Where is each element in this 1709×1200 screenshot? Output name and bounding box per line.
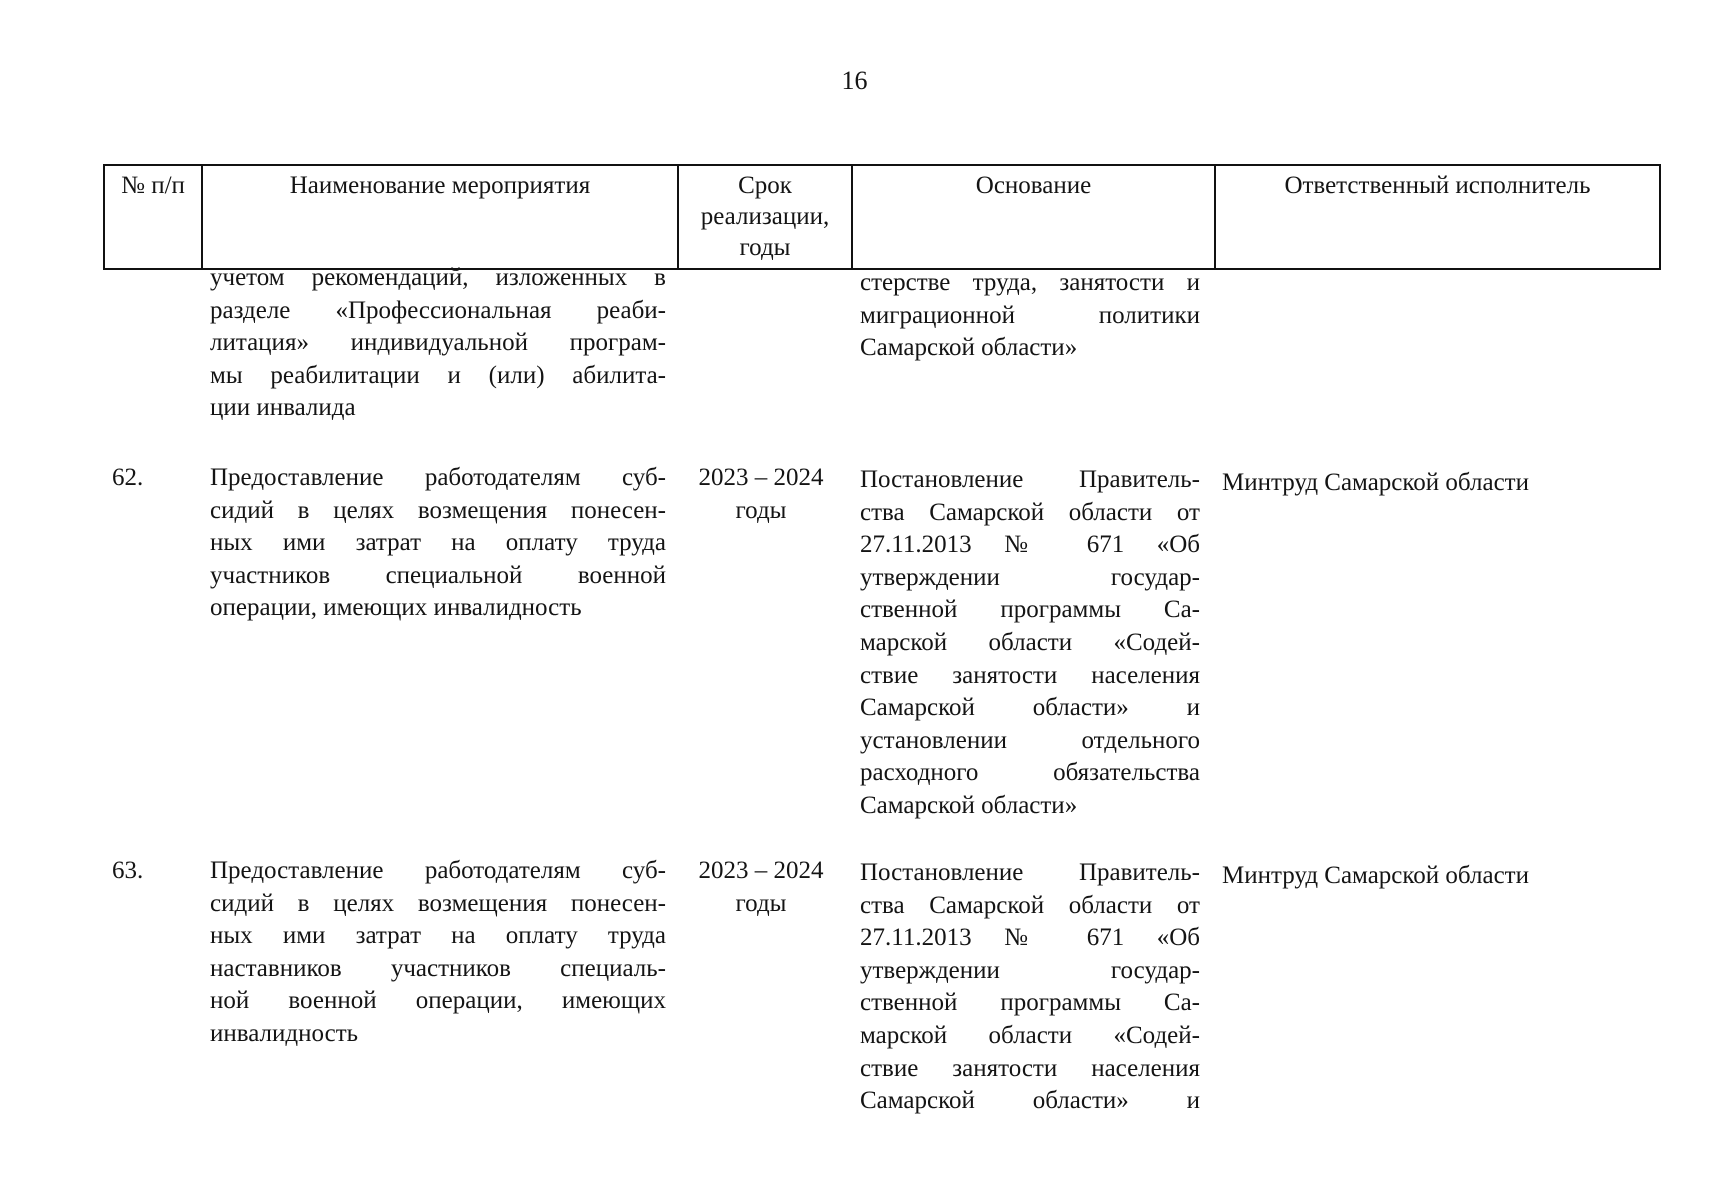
text-line: расходного обязательства (860, 759, 1200, 787)
text-line: 2023 – 2024 (698, 464, 824, 491)
page-number: 16 (841, 66, 868, 95)
text-line: марской области «Содей- (860, 1021, 1200, 1049)
text-line: утверждении государ- (860, 563, 1200, 591)
text-line: Самарской области» и (860, 694, 1200, 722)
text-line: инвалидность (210, 1019, 359, 1047)
table-header (103, 164, 1661, 270)
text-line: участников специальной военной (210, 561, 666, 589)
text-line: ных ими затрат на оплату труда (210, 922, 666, 950)
text-line: 27.11.2013 № 671 «Об (860, 924, 1200, 952)
row-63-executor: Минтруд Самарской области (1222, 862, 1529, 889)
header-name: Наименование мероприятия (203, 166, 679, 268)
text-line: 27.11.2013 № 671 «Об (860, 531, 1200, 559)
continuation-basis-cell (860, 267, 1200, 365)
text-line: Постановление Правитель- (860, 466, 1200, 493)
row-63-name-cell (210, 855, 666, 1051)
header-basis: Основание (853, 166, 1216, 268)
text-line: ных ими затрат на оплату труда (210, 529, 666, 557)
row-63-basis-cell (860, 857, 1200, 1118)
continuation-name-cell (210, 262, 666, 425)
row-63-num: 63. (112, 857, 144, 884)
header-num: № п/п (105, 166, 203, 268)
row-62-basis-cell (860, 464, 1200, 823)
text-line: операции, имеющих инвалидность (210, 594, 582, 622)
text-line: годы (735, 496, 787, 524)
row-63-term-cell (684, 855, 838, 920)
text-line: ной военной операции, имеющих (210, 987, 666, 1015)
text-line: ственной программы Са- (860, 989, 1200, 1017)
row-62-term-cell (684, 462, 838, 527)
text-line: мы реабилитации и (или) абилита- (210, 361, 666, 389)
text-line: стерстве труда, занятости и (860, 269, 1200, 296)
text-line: Самарской области» (860, 334, 1078, 362)
text-line: Самарской области» и (860, 1087, 1200, 1115)
text-line: Предоставление работодателям суб- (210, 857, 666, 884)
text-line: установлении отдельного (860, 726, 1200, 754)
row-62-executor: Минтруд Самарской области (1222, 469, 1529, 496)
text-line: 2023 – 2024 (698, 857, 824, 884)
text-line: утверждении государ- (860, 956, 1200, 984)
text-line: Самарской области» (860, 791, 1078, 819)
text-line: сидий в целях возмещения понесен- (210, 889, 666, 917)
text-line: марской области «Содей- (860, 628, 1200, 656)
text-line: разделе «Профессиональная реаби- (210, 296, 666, 324)
text-line: наставников участников специаль- (210, 954, 666, 982)
text-line: ственной программы Са- (860, 596, 1200, 624)
text-line: сидий в целях возмещения понесен- (210, 496, 666, 524)
text-line: литация» индивидуальной програм- (210, 329, 666, 357)
text-line: учетом рекомендаций, изложенных в (210, 264, 666, 291)
text-line: ствие занятости населения (860, 1054, 1200, 1082)
text-line: ства Самарской области от (860, 891, 1200, 919)
header-executor: Ответственный исполнитель (1284, 172, 1591, 199)
text-line: миграционной политики (860, 301, 1200, 329)
row-62-num: 62. (112, 464, 144, 491)
text-line: Постановление Правитель- (860, 859, 1200, 886)
header-term: Срок реализации, годы (679, 166, 853, 268)
text-line: ции инвалида (210, 394, 356, 422)
text-line: ства Самарской области от (860, 498, 1200, 526)
row-62-name-cell (210, 462, 666, 625)
text-line: ствие занятости населения (860, 661, 1200, 689)
text-line: годы (735, 889, 787, 917)
text-line: Предоставление работодателям суб- (210, 464, 666, 491)
